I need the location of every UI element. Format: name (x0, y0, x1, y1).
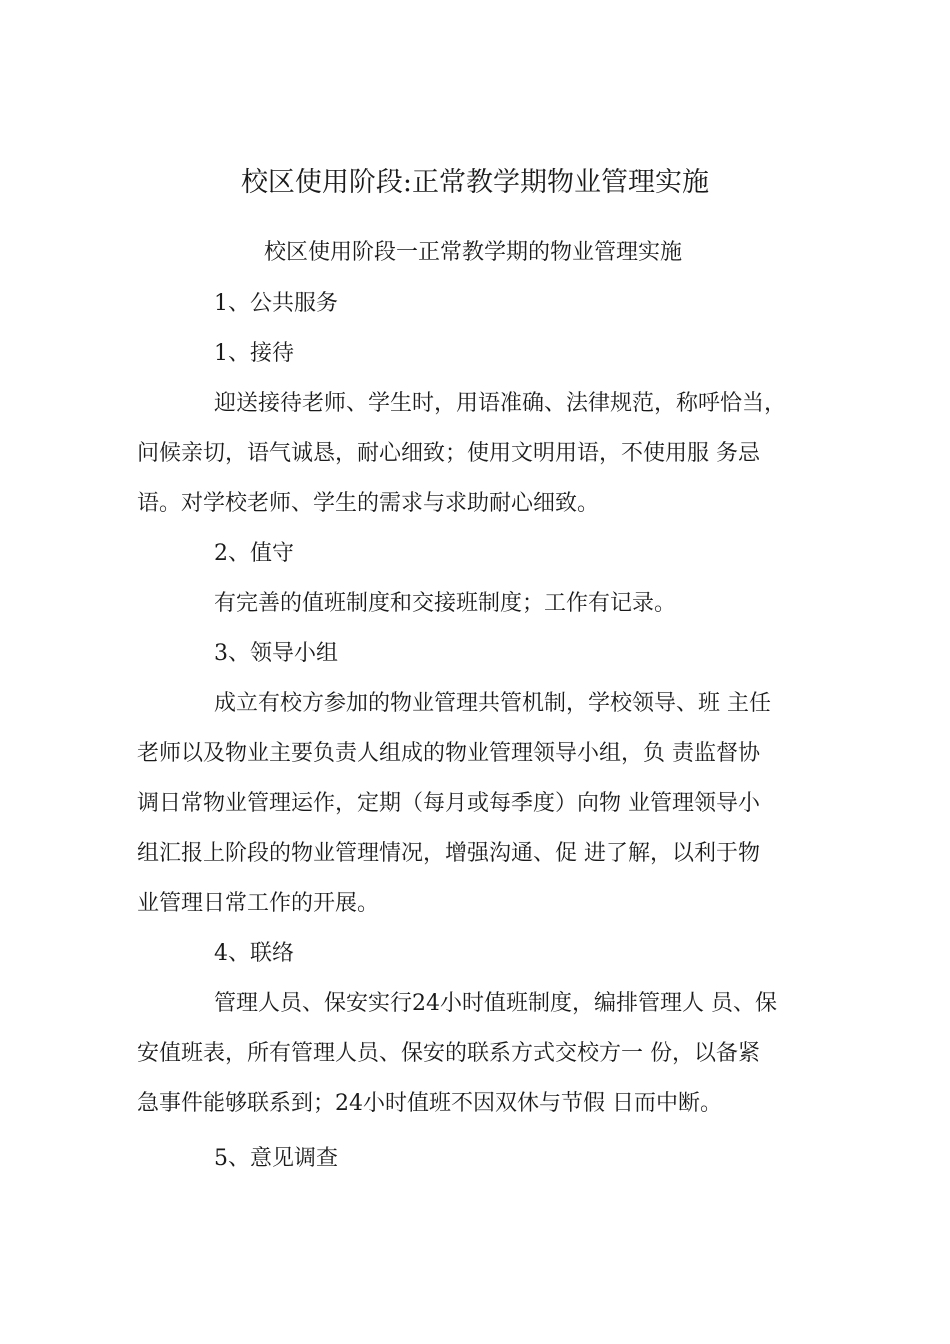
paragraph-line: 安值班表，所有管理人员、保安的联系方式交校方一 份，以备紧 (137, 1041, 760, 1066)
section-heading-public-service: 1、公共服务 (214, 291, 338, 316)
paragraph-line: 组汇报上阶段的物业管理情况，增强沟通、促 进了解，以利于物 (137, 841, 760, 866)
subsection-heading-duty: 2、值守 (214, 541, 294, 566)
paragraph-line: 迎送接待老师、学生时，用语准确、法律规范，称呼恰当， (214, 391, 787, 416)
paragraph-line: 老师以及物业主要负责人组成的物业管理领导小组，负 责监督协 (137, 741, 760, 766)
paragraph-line: 业管理日常工作的开展。 (137, 891, 380, 916)
paragraph-line: 管理人员、保安实行24小时值班制度，编排管理人 员、保 (214, 991, 777, 1016)
paragraph-line: 调日常物业管理运作，定期（每月或每季度）向物 业管理领导小 (137, 791, 760, 816)
paragraph-line: 有完善的值班制度和交接班制度；工作有记录。 (214, 591, 677, 616)
subsection-heading-leadership-group: 3、领导小组 (214, 641, 338, 666)
subsection-heading-reception: 1、接待 (214, 341, 294, 366)
subsection-heading-survey: 5、意见调查 (214, 1146, 338, 1171)
subsection-heading-liaison: 4、联络 (214, 941, 294, 966)
paragraph-line: 语。对学校老师、学生的需求与求助耐心细致。 (137, 491, 600, 516)
paragraph-line: 问候亲切，语气诚恳，耐心细致；使用文明用语，不使用服 务忌 (137, 441, 760, 466)
document-title: 校区使用阶段:正常教学期物业管理实施 (240, 167, 710, 198)
paragraph-line: 急事件能够联系到；24小时值班不因双休与节假 日而中断。 (137, 1091, 722, 1116)
paragraph-line: 成立有校方参加的物业管理共管机制，学校领导、班 主任 (214, 691, 771, 716)
document-subtitle: 校区使用阶段一正常教学期的物业管理实施 (264, 240, 683, 265)
